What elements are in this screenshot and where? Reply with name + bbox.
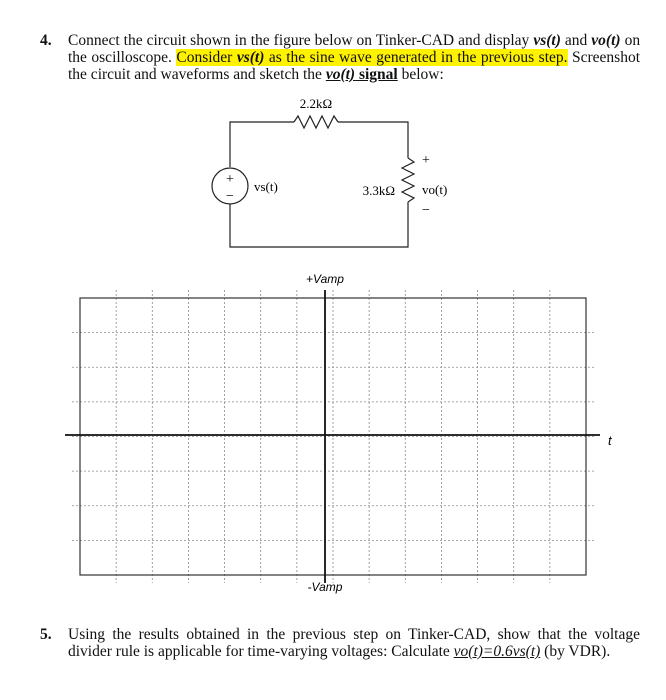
q4-vs: vs(t) bbox=[533, 32, 561, 49]
out-plus-label: + bbox=[422, 153, 430, 168]
q5-text-a: Using the results obtained in the previous step on Tinker-CAD, show that the voltage divider rule is applicable for time-varying voltages: Calculate bbox=[68, 626, 640, 660]
q4-signal-word: signal bbox=[358, 66, 398, 83]
r2-label: 3.3kΩ bbox=[362, 183, 395, 198]
q4-highlight-vs: vs(t) bbox=[236, 49, 265, 66]
out-minus-label: − bbox=[422, 203, 430, 218]
q4-text-c: Screenshot the circuit and waveforms and sketch the bbox=[68, 49, 641, 83]
circuit-diagram bbox=[190, 92, 470, 262]
source-vs-label: vs(t) bbox=[254, 179, 278, 194]
resistor-r1-symbol bbox=[294, 116, 338, 128]
time-axis-label: t bbox=[608, 433, 612, 448]
q4-text-b: the oscilloscope. bbox=[68, 49, 172, 66]
question-4-text bbox=[68, 32, 640, 83]
wire-bottom bbox=[230, 202, 408, 247]
question-5 bbox=[40, 626, 640, 660]
q4-vo: vo(t) bbox=[591, 32, 621, 49]
resistor-r2-symbol bbox=[402, 158, 414, 202]
question-5-number: 5. bbox=[40, 626, 52, 643]
q4-text-d: below: bbox=[401, 66, 444, 83]
question-4 bbox=[40, 32, 640, 83]
source-minus-label: − bbox=[226, 189, 234, 204]
q4-on: on bbox=[624, 32, 641, 49]
wire-top-left bbox=[230, 122, 294, 167]
vo-label: vo(t) bbox=[422, 182, 448, 197]
q4-text-a: Connect the circuit shown in the figure below on Tinker-CAD and display bbox=[68, 32, 530, 49]
source-plus-label: + bbox=[226, 172, 234, 187]
q5-formula: vo(t)=0.6vs(t) bbox=[453, 643, 541, 660]
question-5-text bbox=[68, 626, 640, 660]
q4-highlight-a: Consider bbox=[176, 49, 233, 66]
wire-top-right bbox=[338, 122, 408, 158]
q4-highlight bbox=[176, 49, 567, 66]
grid-lines bbox=[72, 290, 594, 583]
question-4-number: 4. bbox=[40, 32, 52, 49]
scope-bottom-label: -Vamp bbox=[307, 580, 343, 594]
q4-highlight-b: as the sine wave generated in the previous step. bbox=[268, 49, 568, 66]
r1-label: 2.2kΩ bbox=[299, 96, 333, 111]
q4-signal-vo: vo(t) bbox=[325, 66, 356, 83]
scope-top-label: +Vamp bbox=[306, 272, 344, 286]
q5-text-b: (by VDR). bbox=[544, 643, 611, 660]
q4-and: and bbox=[564, 32, 588, 49]
oscilloscope-grid bbox=[60, 265, 620, 600]
